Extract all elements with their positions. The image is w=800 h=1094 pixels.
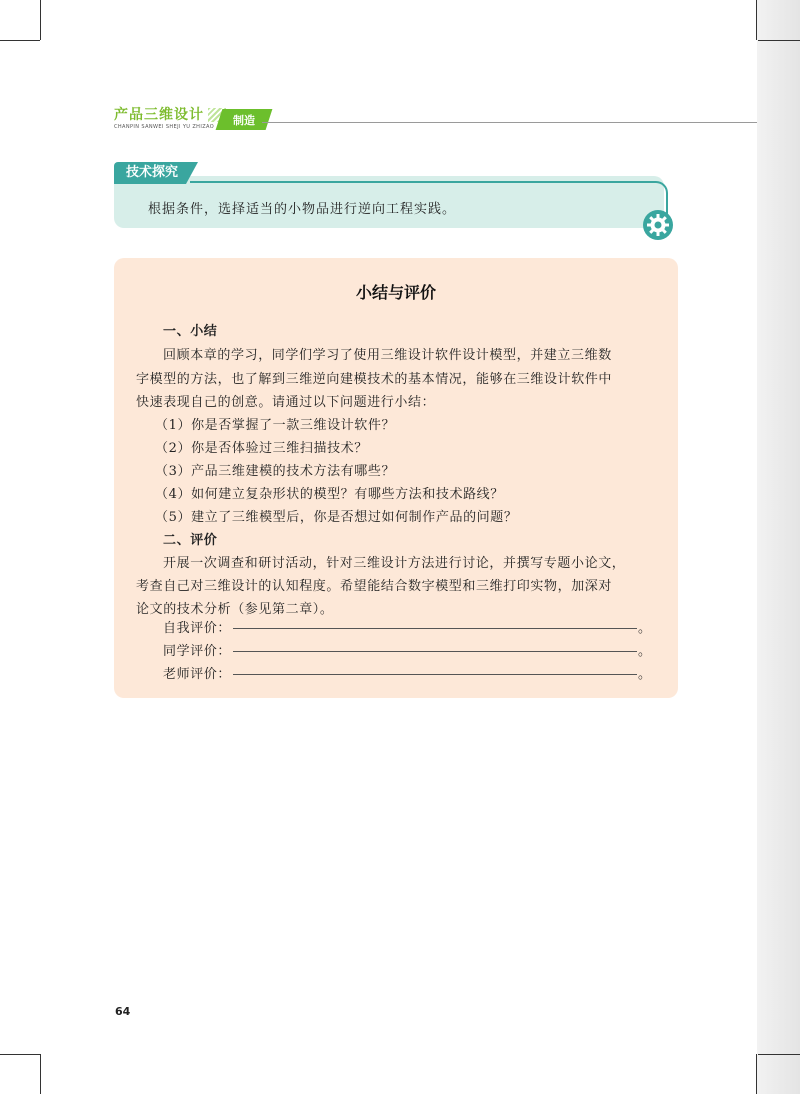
paragraph-line: 回顾本章的学习，同学们学习了使用三维设计软件设计模型，并建立三维数 xyxy=(163,348,612,363)
question-item: （5）建立了三维模型后，你是否想过如何制作产品的问题？ xyxy=(155,510,518,525)
explore-label-tab xyxy=(114,162,194,184)
paragraph-line: 快速表现自己的创意。请通过以下问题进行小结： xyxy=(136,395,436,410)
self-evaluation-blank[interactable] xyxy=(233,628,637,629)
gear-icon xyxy=(642,209,674,241)
explore-text: 根据条件，选择适当的小物品进行逆向工程实践。 xyxy=(148,202,457,217)
paragraph-line: 字模型的方法，也了解到三维逆向建模技术的基本情况，能够在三维设计软件中 xyxy=(136,372,613,387)
teacher-evaluation-end: 。 xyxy=(638,667,652,682)
header-rule xyxy=(262,122,757,123)
crop-mark xyxy=(758,1054,800,1055)
crop-mark xyxy=(756,1054,757,1094)
explore-label-tail xyxy=(186,162,198,184)
explore-label: 技术探究 xyxy=(114,162,186,184)
question-item: （2）你是否体验过三维扫描技术？ xyxy=(155,441,368,456)
page-edge-strip xyxy=(757,0,800,1094)
paragraph-line: 论文的技术分析（参见第二章）。 xyxy=(136,602,334,617)
book-title-pinyin: CHANPIN SANWEI SHEJI YU ZHIZAO xyxy=(114,124,215,130)
self-evaluation-label: 自我评价： xyxy=(163,621,232,636)
crop-mark xyxy=(0,40,40,41)
page-number: 64 xyxy=(115,1005,131,1018)
question-item: （1）你是否掌握了一款三维设计软件？ xyxy=(155,418,396,433)
paragraph-line: 开展一次调查和研讨活动，针对三维设计方法进行讨论，并撰写专题小论文， xyxy=(163,556,626,571)
self-evaluation-end: 。 xyxy=(638,621,652,636)
peer-evaluation-blank[interactable] xyxy=(233,651,637,652)
paragraph-line: 考查自己对三维设计的认知程度。希望能结合数字模型和三维打印实物，加深对 xyxy=(136,579,613,594)
teacher-evaluation-blank[interactable] xyxy=(233,674,637,675)
crop-mark xyxy=(40,0,41,40)
section-heading-summary: 一、小结 xyxy=(163,324,218,339)
peer-evaluation-end: 。 xyxy=(638,644,652,659)
question-item: （4）如何建立复杂形状的模型？有哪些方法和技术路线？ xyxy=(155,487,504,502)
teacher-evaluation-label: 老师评价： xyxy=(163,667,232,682)
crop-mark xyxy=(0,1054,40,1055)
question-item: （3）产品三维建模的技术方法有哪些？ xyxy=(155,464,396,479)
book-title: 产品三维设计 xyxy=(114,107,204,123)
crop-mark xyxy=(756,0,757,40)
header-tag: 制造 xyxy=(233,114,255,127)
section-heading-evaluation: 二、评价 xyxy=(163,533,218,548)
crop-mark xyxy=(40,1054,41,1094)
explore-rule xyxy=(190,181,655,183)
summary-title: 小结与评价 xyxy=(355,283,436,302)
peer-evaluation-label: 同学评价： xyxy=(163,644,232,659)
crop-mark xyxy=(758,40,800,41)
